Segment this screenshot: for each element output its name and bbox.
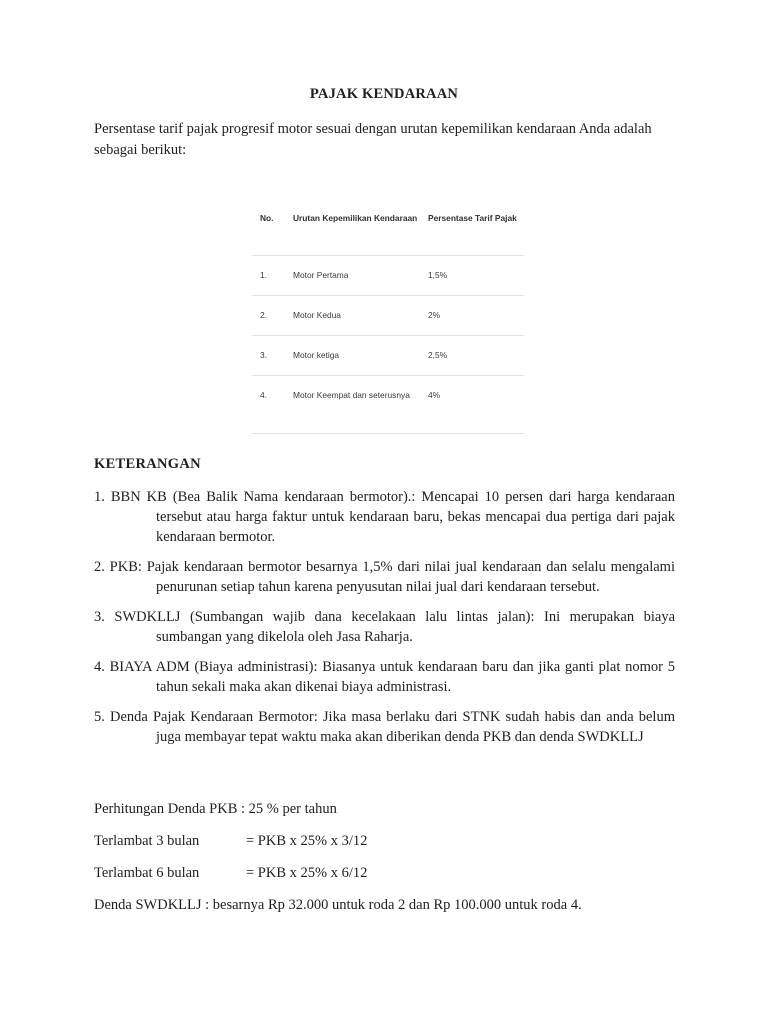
list-item: 5. Denda Pajak Kendaraan Bermotor: Jika masa berlaku dari STNK sudah habis dan anda belum juga membayar tepat waktu maka akan diberikan denda PKB dan denda SWDKLLJ — [94, 709, 675, 745]
penalty-label: Terlambat 3 bulan — [94, 833, 200, 849]
table-row — [252, 336, 524, 376]
table-row — [252, 376, 524, 434]
penalty-line-6-months — [94, 863, 367, 883]
page-title: PAJAK KENDARAAN — [309, 86, 459, 102]
swdkllj-penalty-note: Denda SWDKLLJ : besarnya Rp 32.000 untuk roda 2 dan Rp 100.000 untuk roda 4. — [94, 897, 582, 913]
cell-no: 1. — [260, 270, 267, 280]
penalty-formula: = PKB x 25% x 6/12 — [246, 865, 368, 881]
cell-ownership: Motor Kedua — [293, 310, 341, 320]
list-item: 4. BIAYA ADM (Biaya administrasi): Biasanya untuk kendaraan baru dan jika ganti plat nomor 5 tahun sekali maka akan dikenai biaya administrasi. — [94, 659, 675, 695]
cell-no: 3. — [260, 350, 267, 360]
table-row — [252, 296, 524, 336]
table-header-row — [252, 198, 524, 256]
cell-no: 2. — [260, 310, 267, 320]
cell-rate: 2% — [428, 310, 441, 320]
cell-ownership: Motor ketiga — [293, 350, 340, 360]
intro-paragraph: Persentase tarif pajak progresif motor sesuai dengan urutan kepemilikan kendaraan Anda adalah sebagai berikut: — [94, 121, 652, 158]
penalty-calc-header: Perhitungan Denda PKB : 25 % per tahun — [94, 801, 337, 817]
header-tax-percentage: Persentase Tarif Pajak — [428, 213, 517, 223]
table-row — [252, 256, 524, 296]
section-title-keterangan: KETERANGAN — [94, 456, 201, 472]
penalty-line-3-months — [94, 831, 367, 851]
cell-ownership: Motor Pertama — [293, 270, 349, 280]
tax-rate-table — [252, 198, 524, 434]
list-item: 1. BBN KB (Bea Balik Nama kendaraan bermotor).: Mencapai 10 persen dari harga kendaraan tersebut atau harga faktur untuk kendaraan baru, bekas mencapai dua pertiga dari pajak kendaraan bermotor. — [94, 489, 675, 545]
penalty-formula: = PKB x 25% x 3/12 — [246, 833, 368, 849]
header-ownership-order: Urutan Kepemilikan Kendaraan — [293, 213, 418, 223]
header-no: No. — [260, 213, 274, 223]
cell-rate: 4% — [428, 390, 441, 400]
cell-no: 4. — [260, 390, 267, 400]
keterangan-list — [94, 487, 675, 757]
penalty-label: Terlambat 6 bulan — [94, 865, 200, 881]
cell-ownership: Motor Keempat dan seterusnya — [293, 390, 410, 400]
list-item: 3. SWDKLLJ (Sumbangan wajib dana kecelakaan lalu lintas jalan): Ini merupakan biaya sumbangan yang dikelola oleh Jasa Raharja. — [94, 609, 675, 645]
cell-rate: 2,5% — [428, 350, 448, 360]
cell-rate: 1,5% — [428, 270, 448, 280]
list-item: 2. PKB: Pajak kendaraan bermotor besarnya 1,5% dari nilai jual kendaraan dan selalu mengalami penurunan setiap tahun karena penyusutan nilai jual dari kendaraan tersebut. — [94, 559, 675, 595]
